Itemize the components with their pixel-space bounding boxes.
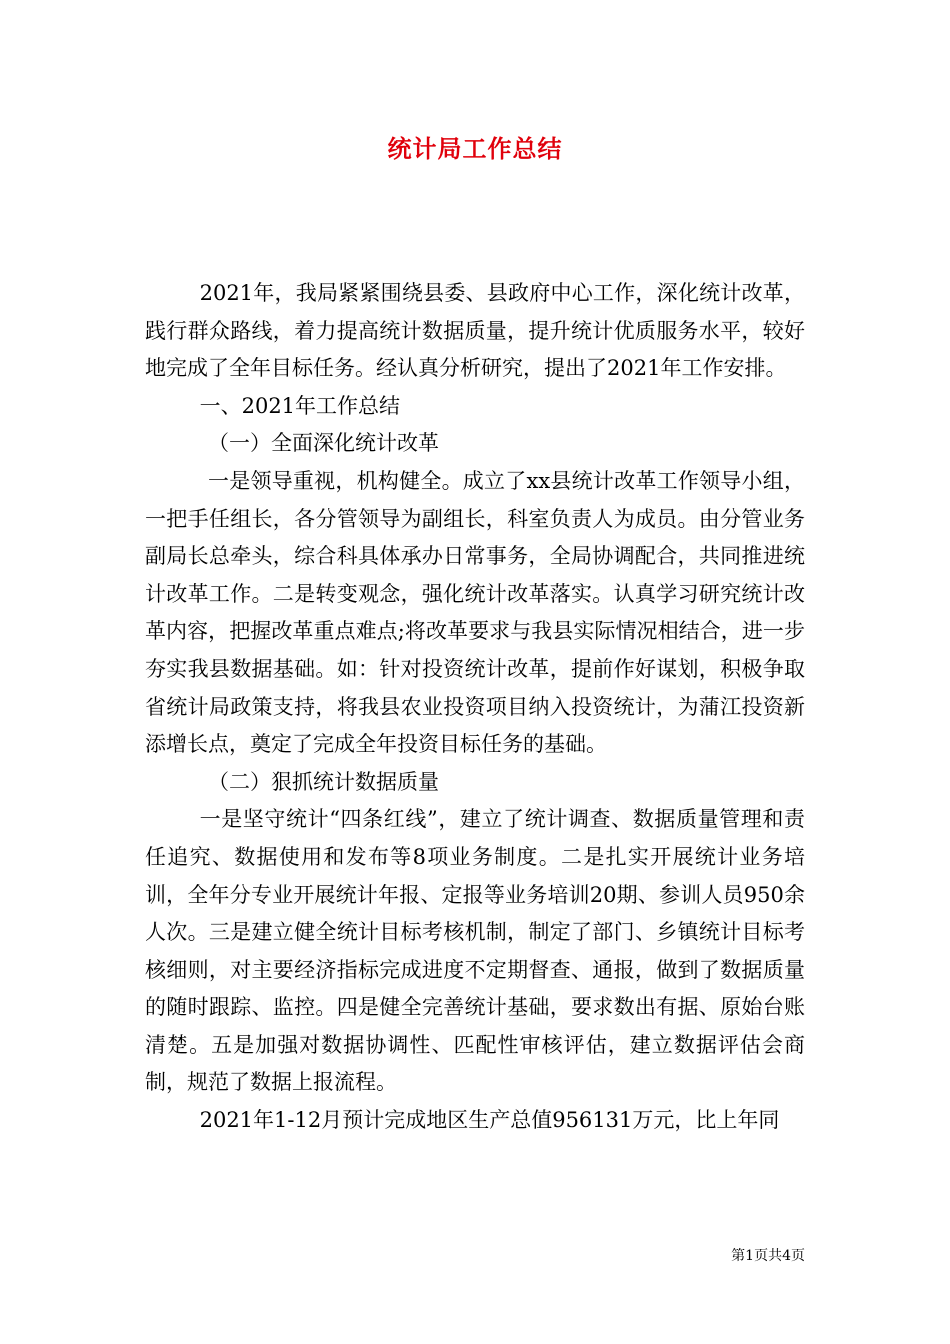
subsection-heading-2: （二）狠抓统计数据质量 [208,769,439,794]
document-title: 统计局工作总结 [387,135,563,163]
intro-paragraph: 2021年，我局紧紧围绕县委、县政府中心工作，深化统计改革，践行群众路线，着力提高统计数据质量，提升统计优质服务水平，较好地完成了全年目标任务。经认真分析研究，提出了2021年工作安排。 [145,281,805,381]
page-number: 第1页共4页 [731,1248,805,1264]
document-body [145,275,805,1140]
paragraph-gdp: 2021年1-12月预计完成地区生产总值956131万元，比上年同 [199,1108,780,1133]
paragraph-reform: 一是领导重视，机构健全。成立了xx县统计改革工作领导小组，一把手任组长，各分管领导为副组长，科室负责人为成员。由分管业务副局长总牵头，综合科具体承办日常事务，全局协调配合，共同推进统计改革工作。二是转变观念，强化统计改革落实。认真学习研究统计改革内容，把握改革重点难点;将改革要求与我县实际情况相结合，进一步夯实我县数据基础。如：针对投资统计改革，提前作好谋划，积极争取省统计局政策支持，将我县农业投资项目纳入投资统计，为蒲江投资新添增长点，奠定了完成全年投资目标任务的基础。 [145,468,805,757]
paragraph-data-quality: 一是坚守统计“四条红线”，建立了统计调查、数据质量管理和责任追究、数据使用和发布等8项业务制度。二是扎实开展统计业务培训，全年分专业开展统计年报、定报等业务培训20期、参训人员950余人次。三是建立健全统计目标考核机制，制定了部门、乡镇统计目标考核细则，对主要经济指标完成进度不定期督查、通报，做到了数据质量的随时跟踪、监控。四是健全完善统计基础，要求数出有据、原始台账清楚。五是加强对数据协调性、匹配性审核评估，建立数据评估会商制，规范了数据上报流程。 [145,807,805,1095]
subsection-heading-1: （一）全面深化统计改革 [208,431,439,456]
section-heading-1: 一、2021年工作总结 [199,393,401,418]
